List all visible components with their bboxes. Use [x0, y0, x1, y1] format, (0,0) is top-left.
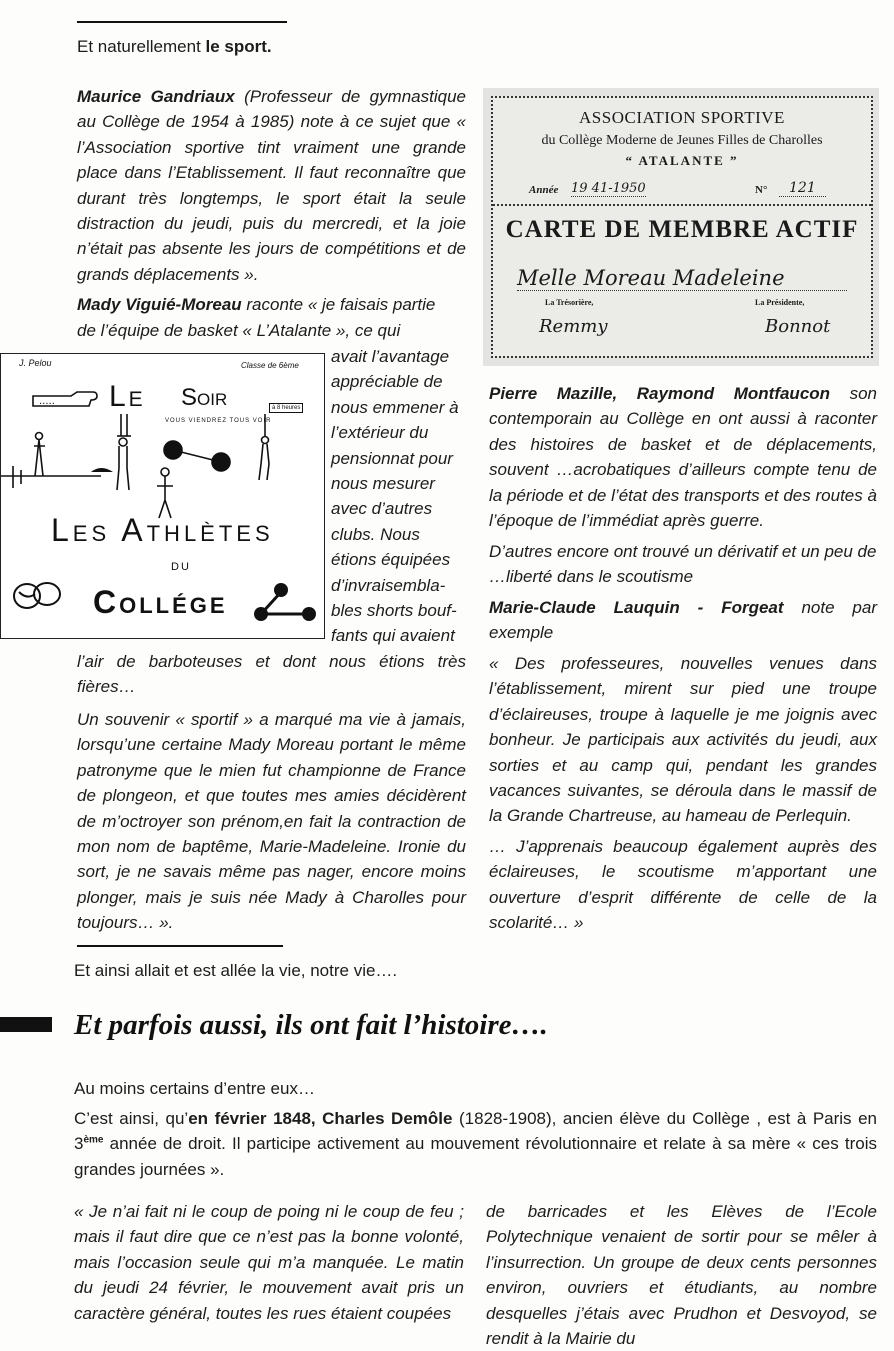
side-line: l’extérieur du	[331, 423, 429, 443]
card-annee-label: Année	[529, 184, 559, 196]
drawing-corner-left: J. Pelou	[19, 358, 52, 368]
card-divider	[493, 204, 871, 206]
letter-right-text: de barricades et les Elèves de l’Ecole Polytechnique venaient de sortir pour se mêler à l’insurrection. Un groupe de deux cents personnes environ, ouvriers et étudiants, au nombre desquelles j’étais avec Prudhon et Desvoyod, se rendit à la Mairie du	[486, 1202, 877, 1349]
mazille-text: son contemporain au Collège en ont aussi à raconter des histoires de basket et de déplacements, souvent …acrobatiques d’ailleurs compte tenu de la période et de l’état des transports et des routes à l’époque de l’immédiat après guerre.	[489, 384, 877, 531]
shoes-icon	[9, 578, 69, 614]
ainsi-text: Et ainsi allait et est allée la vie, notre vie….	[74, 961, 398, 980]
ainsi-line	[74, 958, 574, 983]
derivatif-text: D’autres encore ont trouvé un dérivatif et un peu de …liberté dans le scoutisme	[489, 542, 877, 587]
viguie-after: l’air de barboteuses et dont nous étions très fières…	[77, 652, 466, 697]
side-line: d’invraisembla-	[331, 575, 446, 595]
lauquin-name: Marie-Claude Lauquin - Forgeat	[489, 598, 784, 617]
intro-line	[77, 34, 467, 59]
intro-text: Et naturellement	[77, 37, 206, 56]
drawing-sub: VOUS VIENDREZ TOUS VOIR	[165, 418, 272, 424]
lauquin-quote-2	[489, 834, 877, 936]
side-line: étions équipées	[331, 550, 451, 570]
athletes-drawing	[0, 353, 325, 639]
card-signature-left: Remmy	[539, 316, 608, 337]
drawing-le: Le	[109, 380, 146, 413]
drawing-title-line1: Les Athlètes	[51, 512, 274, 548]
viguie-souvenir-text: Un souvenir « sportif » a marqué ma vie à jamais, lorsqu’une certaine Mady Moreau portant le même patronyme que le mien fut championne de France de plongeon, et que toutes mes amies décidèrent de m’octroyer son prénom,en fait la contraction de mon nom de baptême, Marie-Madeleine. Ironie du sort, je ne savais même pas nager, encore moins plonger, mais je suis née Mady à Charolles pour toujours… ».	[77, 710, 466, 933]
lauquin-text: note par exemple	[489, 598, 877, 643]
demole-sup: ème	[83, 1134, 104, 1146]
letter-right-column	[486, 1199, 877, 1351]
viguie-line2: de l’équipe de basket « L’Atalante », ce qui	[77, 321, 401, 340]
lauquin-quote-1	[489, 651, 877, 829]
mazille-name: Pierre Mazille, Raymond Montfaucon	[489, 384, 831, 403]
membership-card-photo	[483, 88, 879, 366]
viguie-side-column	[331, 344, 466, 649]
quote2-text: … J’apprenais beaucoup également auprès des éclaireuses, le scoutisme m’apportant une ouverture d’esprit différente de celle de la scolarité… »	[489, 837, 877, 933]
drawing-sign: à 8 heures	[269, 403, 303, 413]
membership-card	[491, 96, 873, 358]
side-line: appréciable de	[331, 372, 443, 392]
card-annee-value: 19 41-1950	[571, 181, 646, 196]
side-line: bles shorts bouf-	[331, 601, 457, 621]
demole-mid: (1828-1908), ancien élève du Collège , est à Paris en 3	[74, 1109, 877, 1154]
lauquin-paragraph	[489, 595, 877, 646]
side-line: nous emmener à	[331, 397, 459, 417]
drawing-soir: Soir	[181, 384, 228, 411]
letter-left-text: « Je n’ai fait ni le coup de poing ni le coup de feu ; mais il faut dire que ce n’est pas la bonne volonté, mais l’occasion seule qui m’a manquée. Le matin du jeudi 24 février, le mouvement avait pris un caractère général, toutes les rues étaient coupées	[74, 1202, 464, 1323]
mazille-paragraph	[489, 381, 877, 533]
quote1-text: « Des professeures, nouvelles venues dans l’établissement, mirent sur pied une troupe d’éclaireuses, troupe à laquelle je me joignis avec bonheur. Je participais aux activités du jeudi, aux sorties et au camp qui, pendant les grandes vacances suivantes, se déroula dans le massif de la Grande Chartreuse, au hameau de Perlequin.	[489, 654, 877, 826]
viguie-souvenir	[77, 707, 466, 936]
top-rule	[77, 21, 287, 23]
card-treasurer-label: La Trésorière,	[545, 298, 594, 307]
card-num-value: 121	[779, 180, 826, 197]
gandriaux-paragraph	[77, 84, 466, 287]
side-line: avec d’autres	[331, 499, 433, 519]
demole-paragraph	[74, 1106, 877, 1182]
viguie-line-2	[77, 318, 466, 343]
card-line2: du Collège Moderne de Jeunes Filles de Charolles	[541, 133, 823, 148]
viguie-name: Mady Viguié-Moreau	[77, 295, 242, 314]
moins-text: Au moins certains d’entre eux…	[74, 1079, 315, 1098]
side-line: clubs. Nous	[331, 524, 420, 544]
demole-post: année de droit. Il participe activement au mouvement révolutionnaire et relate à sa mère « ces trois grandes journées ».	[74, 1134, 877, 1179]
drawing-college: Collége	[93, 584, 228, 620]
gandriaux-name: Maurice Gandriaux	[77, 87, 235, 106]
viguie-line1: raconte « je faisais partie	[241, 295, 436, 314]
demole-bold: en février 1848, Charles Demôle	[188, 1109, 453, 1128]
side-line: fants qui avaient	[331, 626, 455, 646]
card-member: Melle Moreau Madeleine	[517, 266, 847, 291]
middle-rule	[77, 945, 283, 947]
card-signature-right: Bonnot	[765, 316, 831, 337]
svg-text:.....: .....	[39, 396, 55, 407]
moins-line	[74, 1076, 674, 1101]
card-line1: ASSOCIATION SPORTIVE	[579, 108, 785, 127]
side-line: pensionnat pour	[331, 448, 453, 468]
derivatif-paragraph	[489, 539, 877, 590]
side-line: avait l’avantage	[331, 347, 450, 366]
pointing-hand-icon	[31, 388, 99, 412]
drawing-du: du	[171, 557, 191, 574]
demole-pre: C’est ainsi, qu’	[74, 1109, 189, 1128]
gandriaux-text: (Professeur de gymnastique au Collège de 1954 à 1985) note à ce sujet que « l’Association sportive tint vraiment une grande place dans l’Etablissement. Il faut reconnaître que durant très longtemps, le sport était la seule distraction du jeudi, puis du mercredi, et la joie n’était pas absente les jours de compétitions et de grands déplacements ».	[77, 87, 466, 284]
section-heading: Et parfois aussi, ils ont fait l’histoire….	[74, 1009, 548, 1041]
card-president-label: La Présidente,	[755, 298, 805, 307]
viguie-after-drawing	[77, 649, 466, 700]
athletes-figures-icon	[1, 414, 324, 524]
intro-bold: le sport.	[205, 37, 272, 56]
heading-bar	[0, 1017, 52, 1032]
side-line: nous mesurer	[331, 474, 435, 494]
card-line3: “ ATALANTE ”	[625, 153, 739, 168]
viguie-line-1	[77, 292, 466, 317]
card-title: CARTE DE MEMBRE ACTIF	[505, 216, 859, 243]
dumbbell-icon	[251, 580, 317, 624]
drawing-corner-right: Classe de 6ème	[241, 361, 299, 370]
letter-left-column	[74, 1199, 464, 1326]
card-num-label: N°	[755, 184, 768, 196]
